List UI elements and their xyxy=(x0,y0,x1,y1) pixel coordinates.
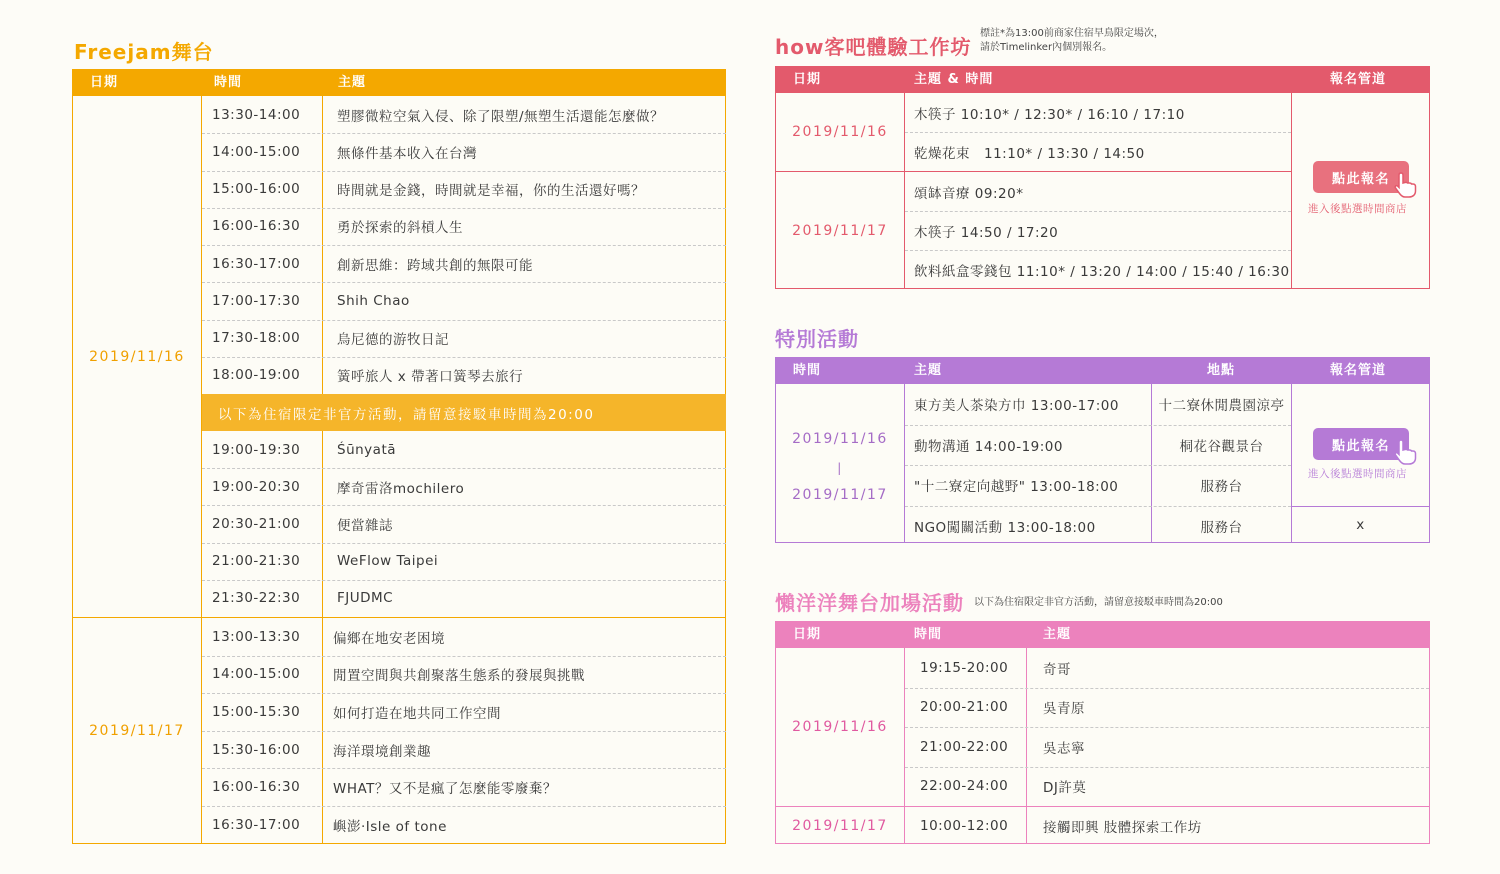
freejam-title: Freejam舞台 xyxy=(74,40,214,64)
date-range-start: 2019/11/16 xyxy=(792,431,888,447)
header-time: 時間 xyxy=(214,75,243,90)
header-topic: 主題 xyxy=(914,363,943,378)
lazy-stage-table xyxy=(775,621,1430,844)
row-time: 14:00-15:00 xyxy=(212,143,301,160)
row-time: 21:30-22:30 xyxy=(212,590,301,607)
date-2019-11-16: 2019/11/16 xyxy=(89,348,185,365)
row-topic: 閒置空間與共創聚落生態系的發展與挑戰 xyxy=(333,668,585,685)
header-date: 日期 xyxy=(793,627,822,642)
date-range-end: 2019/11/17 xyxy=(792,487,888,503)
row-topic: 勇於探索的斜槓人生 xyxy=(337,220,463,237)
row-time: 16:30-17:00 xyxy=(212,255,301,272)
table-header xyxy=(73,70,725,96)
pointer-hand-icon xyxy=(1393,438,1417,466)
lazy-row-topic: 吳志寧 xyxy=(1043,740,1085,757)
row-topic: 簧呼旅人 x 帶著口簧琴去旅行 xyxy=(337,369,524,386)
special-signup-hint: 進入後點選時間商店 xyxy=(1308,468,1407,480)
table-row xyxy=(202,133,726,170)
header-time: 時間 xyxy=(914,627,943,642)
table-row xyxy=(202,96,726,133)
row-topic: 無條件基本收入在台灣 xyxy=(337,145,477,162)
row-time: 16:00-16:30 xyxy=(212,779,301,796)
lazy-row-time: 10:00-12:00 xyxy=(920,817,1009,834)
table-row xyxy=(202,208,726,245)
row-topic: Shih Chao xyxy=(337,292,410,309)
lazy-row-topic: 奇哥 xyxy=(1043,661,1071,678)
row-topic: 便當雜誌 xyxy=(337,517,393,534)
table-row xyxy=(202,320,726,357)
workshop-item: 頌缽音療 09:20* xyxy=(914,185,1024,202)
row-time: 17:30-18:00 xyxy=(212,330,301,347)
row-time: 15:00-16:00 xyxy=(212,181,301,198)
workshop-item: 乾燥花束 11:10* / 13:30 / 14:50 xyxy=(914,145,1145,162)
lazy-note: 以下為住宿限定非官方活動，請留意接駁車時間為20:00 xyxy=(974,597,1223,608)
header-date: 日期 xyxy=(793,72,822,87)
table-row xyxy=(202,806,726,844)
header-topic: 主題 xyxy=(1043,627,1072,642)
workshop-item: 木筷子 14:50 / 17:20 xyxy=(914,224,1059,241)
pointer-hand-icon xyxy=(1393,171,1417,199)
table-row xyxy=(202,656,726,694)
event-place: 服務台 xyxy=(1200,479,1243,496)
date-2019-11-16: 2019/11/16 xyxy=(792,124,888,140)
lazy-row-time: 21:00-22:00 xyxy=(920,738,1009,755)
date-2019-11-17: 2019/11/17 xyxy=(792,817,888,834)
row-topic: 如何打造在地共同工作空間 xyxy=(333,705,501,722)
row-time: 17:00-17:30 xyxy=(212,292,301,309)
row-topic: WeFlow Taipei xyxy=(337,553,439,570)
row-time: 15:00-15:30 xyxy=(212,703,301,720)
how-signup-button[interactable]: 點此報名 xyxy=(1313,161,1409,193)
table-header xyxy=(776,67,1429,93)
header-time: 時間 xyxy=(793,363,822,378)
row-time: 13:00-13:30 xyxy=(212,628,301,645)
row-time: 13:30-14:00 xyxy=(212,106,301,123)
table-row xyxy=(202,282,726,319)
lazy-row-topic: DJ許莫 xyxy=(1043,780,1087,797)
event-topic: "十二寮定向越野" 13:00-18:00 xyxy=(914,479,1119,496)
lazy-row-topic: 吳青原 xyxy=(1043,701,1085,718)
row-topic: 海洋環境創業趣 xyxy=(333,743,431,760)
row-time: 21:00-21:30 xyxy=(212,553,301,570)
row-time: 19:00-20:30 xyxy=(212,478,301,495)
event-topic: 東方美人茶染方巾 13:00-17:00 xyxy=(914,398,1119,415)
freejam-schedule-table xyxy=(72,69,726,844)
ngo-signup-none: x xyxy=(1356,517,1365,533)
header-topic-time: 主題 & 時間 xyxy=(914,72,994,87)
row-topic: 偏鄉在地安老困境 xyxy=(333,630,445,647)
date-2019-11-17: 2019/11/17 xyxy=(792,222,888,239)
row-time: 14:00-15:00 xyxy=(212,666,301,683)
special-events-title: 特別活動 xyxy=(775,327,859,351)
header-signup: 報名管道 xyxy=(1330,363,1387,378)
event-place: 桐花谷觀景台 xyxy=(1179,438,1264,455)
row-time: 16:00-16:30 xyxy=(212,218,301,235)
row-topic: Śūnyatā xyxy=(337,441,397,458)
event-place: 服務台 xyxy=(1200,519,1243,536)
how-note-line2: 請於Timelinker內個別報名。 xyxy=(980,42,1113,53)
row-time: 19:00-19:30 xyxy=(212,441,301,458)
row-topic: FJUDMC xyxy=(337,590,394,607)
event-topic: NGO闖關活動 13:00-18:00 xyxy=(914,519,1096,536)
how-signup-hint: 進入後點選時間商店 xyxy=(1308,203,1407,215)
how-note-line1: 標註*為13:00前商家住宿早鳥限定場次， xyxy=(980,28,1164,39)
table-row xyxy=(202,431,726,468)
table-row xyxy=(202,171,726,208)
table-row xyxy=(202,245,726,282)
row-topic: 嶼澎·Isle of tone xyxy=(333,818,447,835)
lazy-row-topic: 接觸即興 肢體探索工作坊 xyxy=(1043,819,1202,836)
table-row xyxy=(202,618,726,656)
table-row xyxy=(202,543,726,580)
lazy-row-time: 19:15-20:00 xyxy=(920,659,1009,676)
lazy-row-time: 22:00-24:00 xyxy=(920,778,1009,795)
row-time: 15:30-16:00 xyxy=(212,741,301,758)
table-row xyxy=(202,468,726,505)
table-row xyxy=(202,505,726,542)
header-signup: 報名管道 xyxy=(1330,72,1387,87)
event-place: 十二寮休閒農園涼亭 xyxy=(1158,398,1285,415)
table-header xyxy=(776,358,1429,384)
row-time: 20:30-21:00 xyxy=(212,515,301,532)
date-2019-11-16: 2019/11/16 xyxy=(792,719,888,735)
event-topic: 動物溝通 14:00-19:00 xyxy=(914,438,1063,455)
table-row xyxy=(202,768,726,806)
row-topic: 摩奇雷洛mochilero xyxy=(337,480,465,497)
row-topic: 創新思維：跨域共創的無限可能 xyxy=(337,257,533,274)
date-2019-11-17: 2019/11/17 xyxy=(89,723,185,739)
row-topic: WHAT？又不是瘋了怎麼能零廢棄？ xyxy=(333,781,557,798)
table-header xyxy=(776,622,1429,648)
header-date: 日期 xyxy=(90,75,119,90)
special-signup-button[interactable]: 點此報名 xyxy=(1313,428,1409,460)
table-row xyxy=(202,693,726,731)
how-workshop-title: how客吧體驗工作坊 xyxy=(775,35,972,59)
lazy-stage-title: 懶洋洋舞台加場活動 xyxy=(775,591,964,615)
table-row xyxy=(202,580,726,617)
row-topic: 烏尼德的游牧日記 xyxy=(337,332,449,349)
how-note xyxy=(980,27,1164,55)
how-workshop-table xyxy=(775,66,1430,289)
header-place: 地點 xyxy=(1207,363,1236,378)
row-topic: 塑膠微粒空氣入侵、除了限塑/無塑生活還能怎麼做？ xyxy=(337,108,665,125)
workshop-item: 木筷子 10:10* / 12:30* / 16:10 / 17:10 xyxy=(914,106,1185,123)
date-range-separator: | xyxy=(837,461,843,475)
workshop-item: 飲料紙盒零錢包 11:10* / 13:20 / 14:00 / 15:40 / 16:30 xyxy=(914,263,1290,280)
lazy-row-time: 20:00-21:00 xyxy=(920,699,1009,716)
header-topic: 主題 xyxy=(338,75,367,90)
row-topic: 時間就是金錢，時間就是幸福，你的生活還好嗎？ xyxy=(337,183,645,200)
table-row xyxy=(202,357,726,394)
row-time: 16:30-17:00 xyxy=(212,816,301,833)
special-events-table xyxy=(775,357,1430,543)
row-time: 18:00-19:00 xyxy=(212,367,301,384)
table-row xyxy=(202,731,726,769)
unofficial-notice-banner: 以下為住宿限定非官方活動，請留意接駁車時間為20:00 xyxy=(202,394,726,431)
